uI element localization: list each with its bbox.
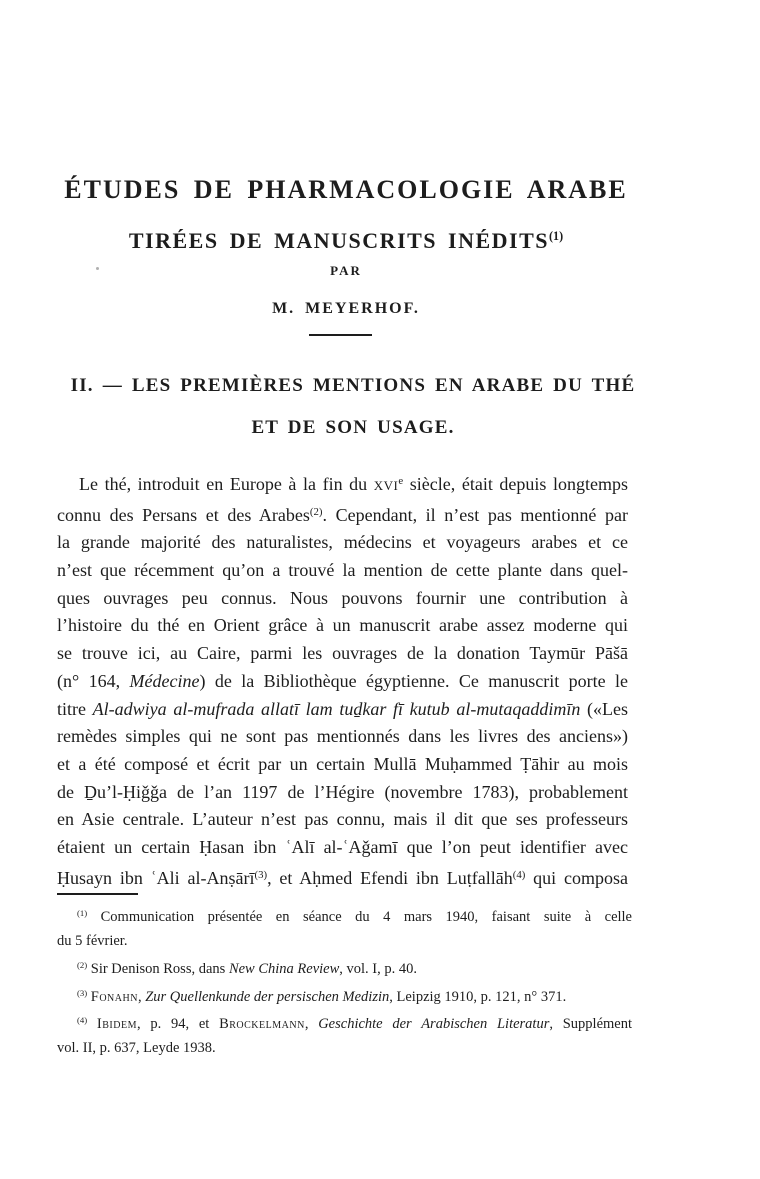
text-line: Le thé, introduit en Europe à la fin du xvi$^e$ siècle, était depuis longtemps (79, 473, 628, 494)
title-divider-rule (309, 334, 372, 336)
footnotes-block (57, 901, 632, 1060)
section-heading-line1: II. — LES PREMIÈRES MENTIONS EN ARABE DU THÉ (70, 375, 636, 396)
text-line: remèdes simples qui ne sont pas mentionnés dans les livres des anciens») (57, 726, 628, 747)
text-line: connu des Persans et des Arabes$^{(2)}$. Cependant, il n’est pas mentionné par (57, 504, 628, 525)
title-footnote-ref: (1) (549, 229, 564, 244)
text-line: de Ḏu’l-Ḥiǧǧa de l’an 1197 de l’Hégire (novembre 1783), probablement (57, 781, 628, 802)
text-line: $^{(1)}$ Communication présentée en séance du 4 mars 1940, faisant suite à celle (77, 908, 632, 925)
text-line: la grande majorité des naturalistes, médecins et voyageurs arabes et ce (57, 532, 628, 553)
text-line: étaient un certain Ḥasan ibn ʿAlī al-ʿAǧamī que l’on peut identifier avec (57, 837, 628, 858)
article-title-line2 (40, 229, 652, 252)
text-line: se trouve ici, au Caire, parmi les ouvrages de la donation Taymūr Pāšā (57, 643, 628, 664)
byline-par: PAR (330, 263, 362, 278)
text-line: Ḥusayn ibn ʿAli al-Anṣārī$^{(3)}$, et Aḥmed Efendi ibn Luṭfallāh$^{(4)}$ qui composa (57, 867, 628, 888)
text-line: vol. II, p. 637, Leyde 1938. (57, 1040, 216, 1057)
text-line: $^{(2)}$ Sir Denison Ross, dans New China Review, vol. I, p. 40. (77, 959, 418, 977)
article-title-line2-text: TIRÉES DE MANUSCRITS INÉDITS (128, 228, 550, 253)
text-line: $^{(3)}$ Fonahn, Zur Quellenkunde der persischen Medizin, Leipzig 1910, p. 121, n° 371. (77, 987, 567, 1005)
text-line: et a été composé et écrit par un certain Mullā Muḥammed Ṭāhir au mois (57, 753, 628, 774)
text-line: l’histoire du thé en Orient grâce à un manuscrit arabe assez moderne qui (57, 615, 628, 636)
text-line: du 5 février. (57, 932, 128, 949)
text-line: n’est que récemment qu’on a trouvé la mention de cette plante dans quel- (57, 559, 628, 580)
text-line: ques ouvrages peu connus. Nous pouvons fournir une contribution à (57, 587, 628, 608)
section-heading-line2: ET DE SON USAGE. (251, 417, 455, 438)
scan-speck (96, 267, 99, 270)
text-line: titre Al-adwiya al-mufrada allatī lam tuḏkar fī kutub al-mutaqaddimīn («Les (57, 698, 628, 719)
text-line: $^{(4)}$ Ibidem, p. 94, et Brockelmann, Geschichte der Arabischen Literatur, Supplément (77, 1015, 633, 1033)
article-title-line1: ÉTUDES DE PHARMACOLOGIE ARABE (64, 175, 628, 204)
author-name: M. MEYERHOF. (272, 300, 420, 317)
body-paragraph (57, 468, 628, 892)
text-line: en Asie centrale. L’auteur n’est pas connu, mais il dit que ses professeurs (57, 809, 628, 830)
text-line: (n° 164, Médecine) de la Bibliothèque égyptienne. Ce manuscrit porte le (57, 670, 628, 691)
footnote-divider-rule (57, 893, 138, 895)
